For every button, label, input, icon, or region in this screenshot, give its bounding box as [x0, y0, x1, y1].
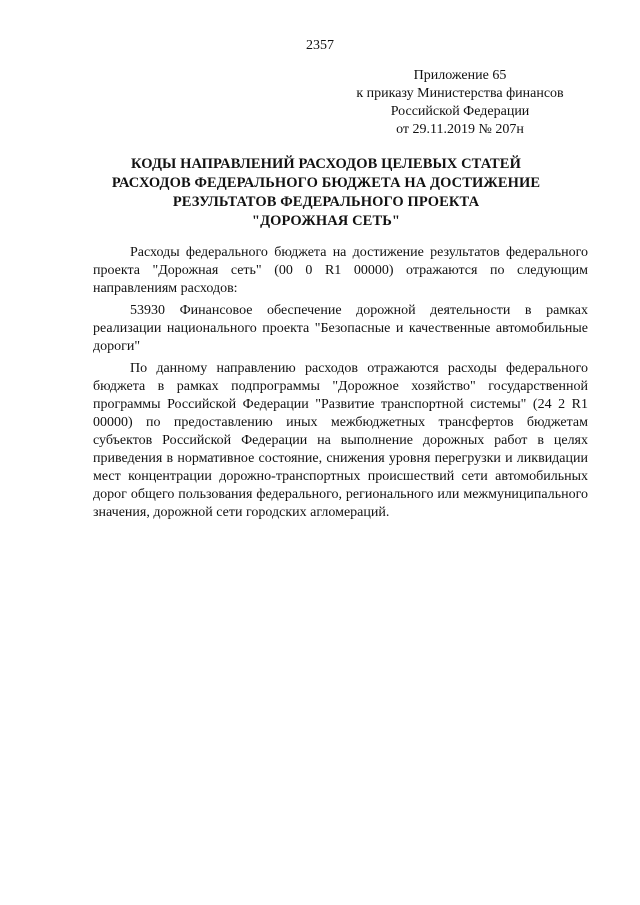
page-number: 2357 — [306, 38, 334, 53]
title-line-3: РЕЗУЛЬТАТОВ ФЕДЕРАЛЬНОГО ПРОЕКТА — [172, 194, 480, 210]
body-paragraph-2: 53930 Финансовое обеспечение дорожной деятельности в рамках реализации национального проекта "Безопасные и качественные автомобильные дороги" — [93, 303, 588, 354]
body-paragraph-3: По данному направлению расходов отражаются расходы федерального бюджета в рамках подпрограммы "Дорожное хозяйство" государственной программы Российской Федерации "Развитие транспортной системы" (24 2 R1 00000) по предоставлению иных межбюджетных трансфертов бюджетам субъектов Российской Федерации на выполнение дорожных работ в целях приведения в нормативное состояние, снижения уровня перегрузки и ликвидации мест концентрации дорожно-транспортных происшествий сети автомобильных дорог общего пользования федерального, регионального или межмуниципального значения, дорожной сети городских агломераций. — [93, 361, 588, 520]
title-line-1: КОДЫ НАПРАВЛЕНИЙ РАСХОДОВ ЦЕЛЕВЫХ СТАТЕЙ — [131, 156, 521, 172]
document-title — [86, 155, 566, 231]
title-line-2: РАСХОДОВ ФЕДЕРАЛЬНОГО БЮДЖЕТА НА ДОСТИЖЕНИЕ — [111, 175, 541, 191]
body-paragraph-1: Расходы федерального бюджета на достижение результатов федерального проекта "Дорожная сеть" (00 0 R1 00000) отражаются по следующим направлениям расходов: — [93, 245, 588, 296]
appendix-block — [340, 67, 580, 139]
appendix-line-2: к приказу Министерства финансов — [356, 86, 564, 101]
title-line-4: "ДОРОЖНАЯ СЕТЬ" — [251, 213, 401, 229]
appendix-line-3: Российской Федерации — [390, 104, 530, 119]
document-body — [93, 244, 588, 526]
appendix-line-4: от 29.11.2019 № 207н — [396, 122, 524, 137]
appendix-line-1: Приложение 65 — [413, 68, 507, 83]
